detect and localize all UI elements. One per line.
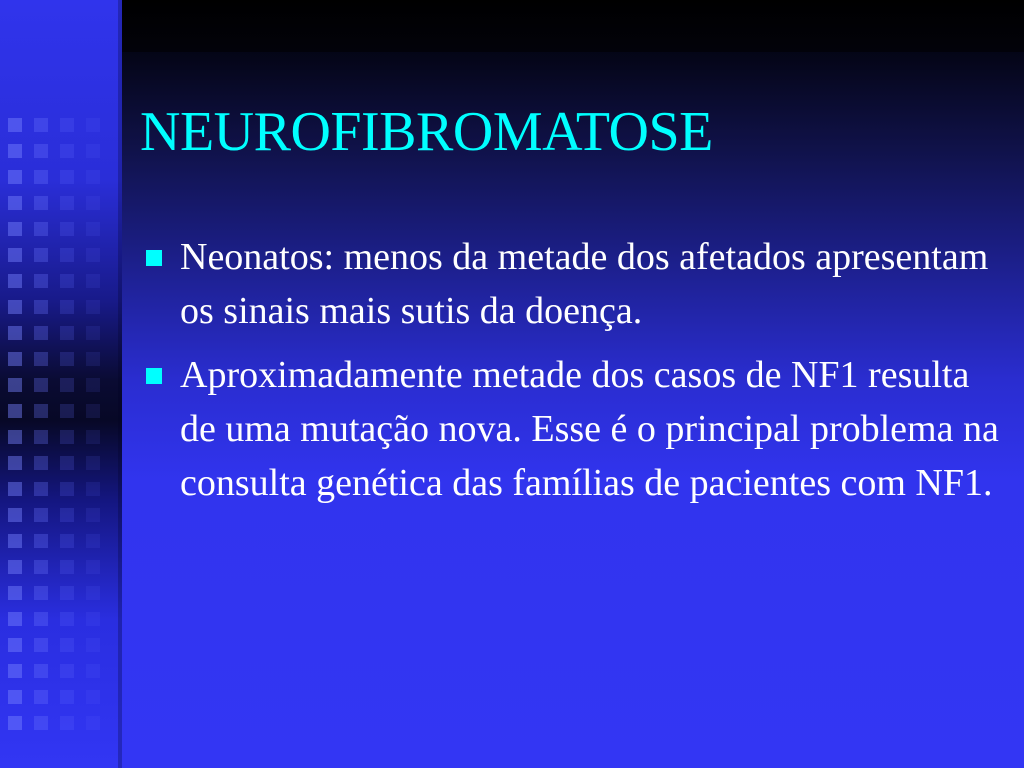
bullet-text: Aproximadamente metade dos casos de NF1 resulta de uma mutação nova. Esse é o principal problema na consulta genética das famílias de pacientes com NF1. xyxy=(180,354,999,504)
decorative-square-grid xyxy=(86,118,104,742)
bullet-item xyxy=(144,230,1004,338)
bullet-item xyxy=(144,348,1004,510)
decorative-square-grid xyxy=(34,118,52,742)
panel-edge xyxy=(118,0,122,768)
decorative-square-grid xyxy=(60,118,78,742)
bullet-list xyxy=(144,230,1004,520)
decorative-square-grid xyxy=(8,118,26,742)
square-bullet-icon xyxy=(146,368,162,384)
slide-title: NEUROFIBROMATOSE xyxy=(140,101,713,163)
square-bullet-icon xyxy=(146,250,162,266)
bullet-text: Neonatos: menos da metade dos afetados apresentam os sinais mais sutis da doença. xyxy=(180,236,989,332)
top-dark-bar xyxy=(122,0,1024,52)
